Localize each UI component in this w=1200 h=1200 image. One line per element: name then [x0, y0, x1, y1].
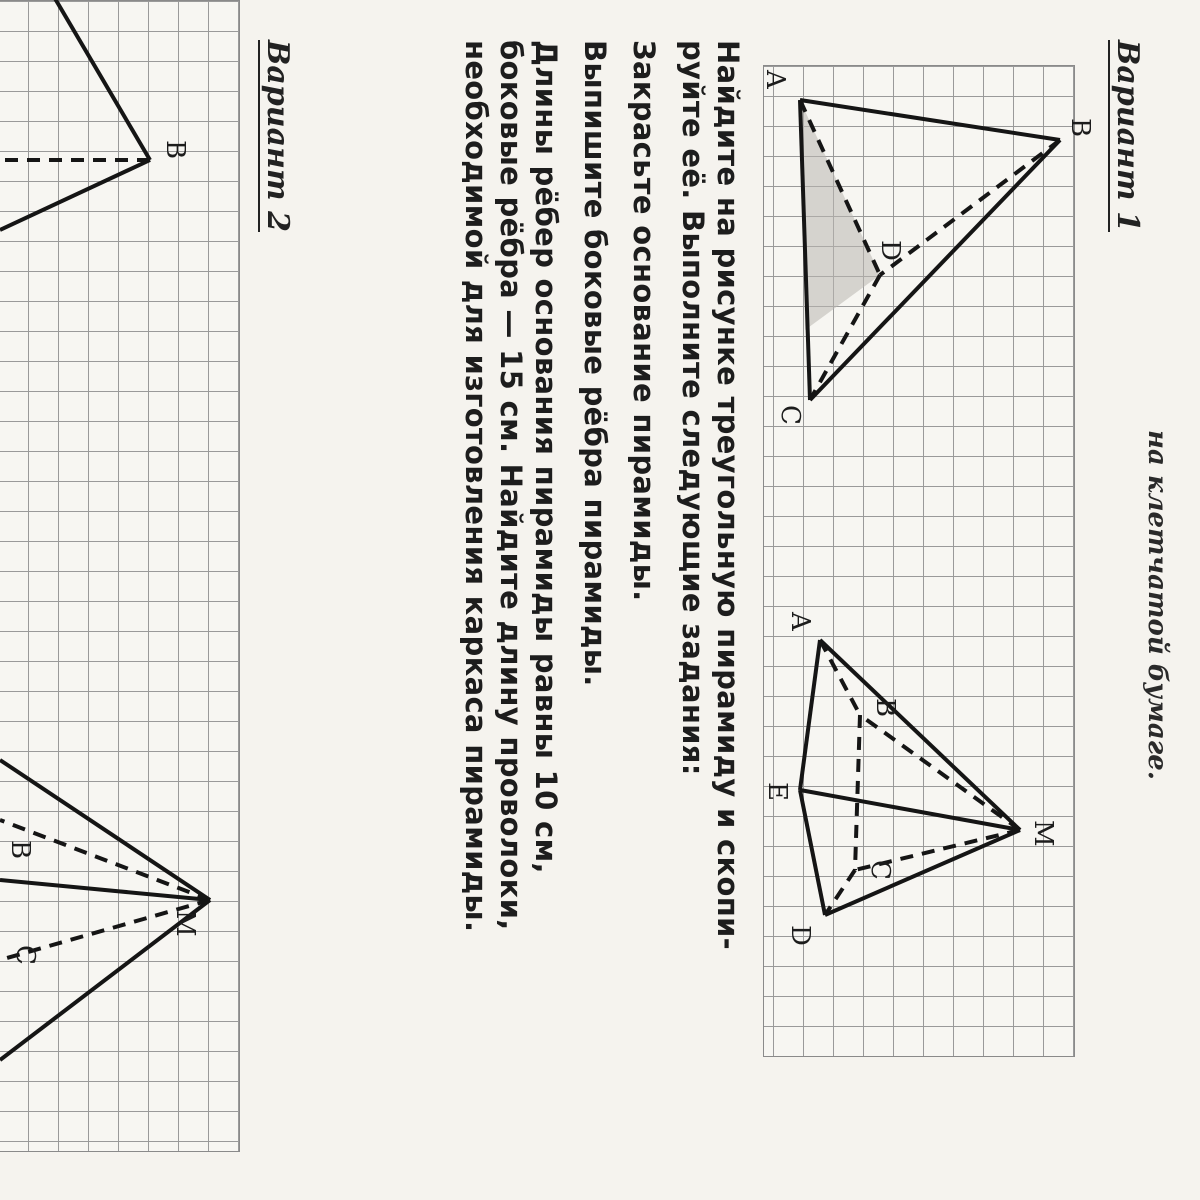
variant-2-title: Вариант 2	[260, 40, 295, 232]
task-line-5: Длины рёбер основания пирамиды равны 10 см,	[529, 40, 563, 874]
label-e2: E	[762, 782, 792, 801]
task-line-4: Выпишите боковые рёбра пирамиды.	[578, 40, 612, 687]
label-v2-b2: B	[5, 840, 35, 860]
label-v2-m: M	[170, 910, 200, 937]
label-c1: C	[775, 405, 805, 425]
label-a1: A	[760, 70, 790, 89]
task-line-2: руйте её. Выполните следующие задания:	[676, 40, 710, 776]
label-c2: C	[865, 860, 895, 880]
task-line-6: боковые рёбра — 15 см. Найдите длину проволоки,	[494, 40, 528, 931]
label-b1: B	[1065, 118, 1095, 138]
label-v2-b: B	[160, 140, 190, 160]
label-m2: M	[1028, 820, 1058, 847]
v2-edge-1	[50, 0, 150, 160]
task-line-1: Найдите на рисунке треугольную пирамиду и скопи-	[711, 40, 745, 950]
label-d2: D	[785, 925, 815, 946]
v2-edge-4	[0, 760, 210, 900]
label-b2: B	[870, 698, 900, 718]
task-line-7: необходимой для изготовления каркаса пирамиды.	[459, 40, 493, 933]
label-v2-c: C	[10, 945, 40, 965]
task-line-3: Закрасьте основание пирамиды.	[627, 40, 661, 602]
page-heading: на клетчатой бумаге.	[1142, 430, 1172, 780]
variant-1-title: Вариант 1	[1110, 40, 1145, 232]
label-d1: D	[875, 240, 905, 261]
v2-edge-2	[0, 160, 150, 230]
label-a2: A	[785, 612, 815, 631]
